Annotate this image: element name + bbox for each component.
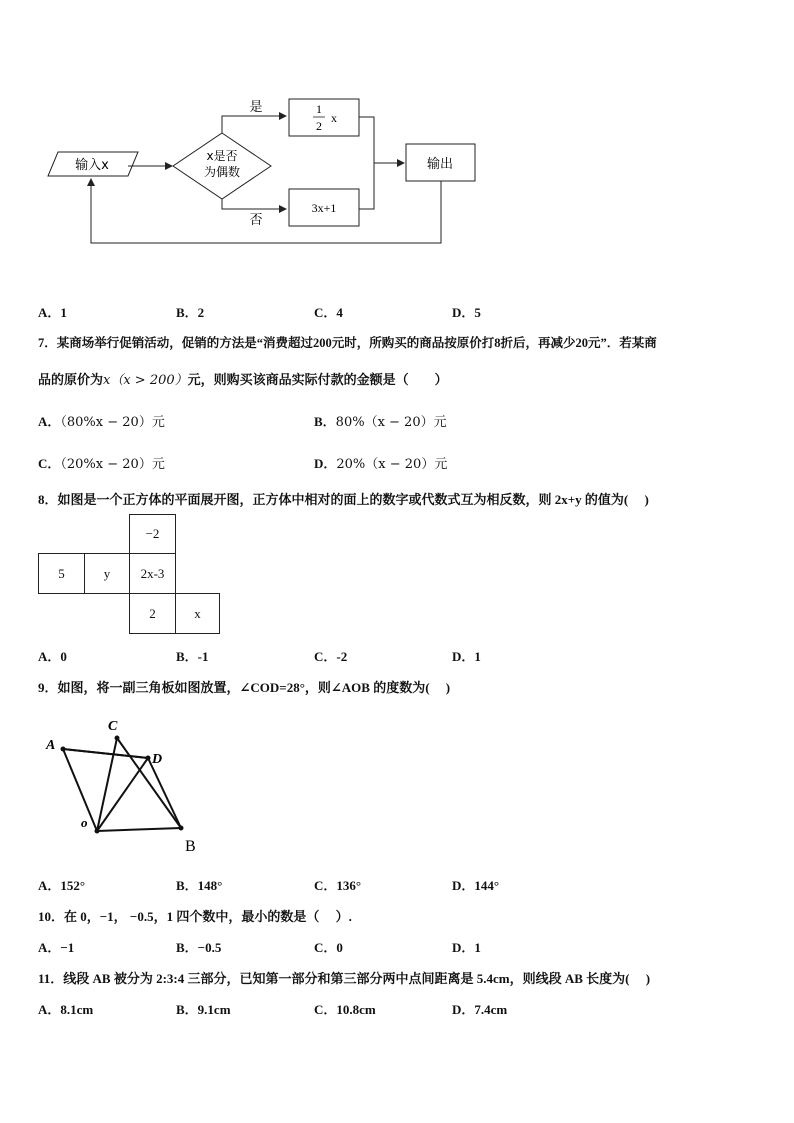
half-x-box: [289, 99, 359, 136]
svg-text:3x+1: 3x+1: [311, 201, 337, 215]
q6-option-d[interactable]: D．5: [452, 305, 481, 320]
q6-option-b[interactable]: B．2: [176, 305, 205, 320]
flowchart-diagram: [0, 0, 794, 260]
q9-option-d[interactable]: D．144°: [452, 878, 500, 893]
q7-option-c[interactable]: C．（20%x − 20）元: [38, 456, 165, 472]
point-label-d: D: [152, 752, 163, 767]
q11-option-c[interactable]: C．10.8cm: [314, 1002, 376, 1017]
q7-question-line1: 7．某商场举行促销活动，促销的方法是“消费超过200元时，所购买的商品按原价打8折后，再减少20元”．若某商: [38, 336, 657, 350]
q9-option-b[interactable]: B．148°: [176, 878, 223, 893]
q10-question: 10．在 0，−1， −0.5，1 四个数中，最小的数是（ ）.: [38, 909, 352, 924]
q10-option-a[interactable]: A．−1: [38, 940, 75, 955]
yes-label: 是: [249, 100, 263, 115]
net-cell-y: y: [84, 553, 130, 594]
triangle-figure: [30, 705, 230, 865]
q10-option-b[interactable]: B．−0.5: [176, 940, 222, 955]
q9-question: 9．如图，将一副三角板如图放置，∠COD=28°，则∠AOB 的度数为( ): [38, 680, 451, 695]
q8-option-b[interactable]: B．-1: [176, 649, 209, 664]
net-cell-5: 5: [38, 553, 85, 594]
point-label-a: A: [46, 738, 56, 753]
net-cell-2: 2: [129, 593, 176, 634]
decision-label-line1: x是否: [206, 149, 238, 163]
point-label-o: o: [81, 815, 88, 830]
point-label-c: C: [108, 719, 118, 734]
net-cell-x: x: [175, 593, 220, 634]
q11-option-d[interactable]: D．7.4cm: [452, 1002, 508, 1017]
point-label-b: B: [185, 838, 196, 855]
q8-option-a[interactable]: A．0: [38, 649, 67, 664]
q8-option-c[interactable]: C．-2: [314, 649, 348, 664]
no-label: 否: [249, 213, 263, 228]
q6-option-a[interactable]: A．1: [38, 305, 67, 320]
decision-label-line2: 为偶数: [203, 165, 241, 179]
q6-option-c[interactable]: C．4: [314, 305, 343, 320]
input-label: 输入x: [75, 158, 109, 173]
q10-option-d[interactable]: D．1: [452, 940, 481, 955]
q10-option-c[interactable]: C．0: [314, 940, 343, 955]
q11-option-a[interactable]: A．8.1cm: [38, 1002, 94, 1017]
q7-question-line2: 品的原价为x（x > 200）元，则购买该商品实际付款的金额是（ ）: [38, 372, 448, 388]
q11-option-b[interactable]: B．9.1cm: [176, 1002, 231, 1017]
net-cell-2x-3: 2x-3: [129, 553, 176, 594]
q8-question: 8．如图是一个正方体的平面展开图，正方体中相对的面上的数字或代数式互为相反数，则 2x+y 的值为( ): [38, 492, 649, 507]
svg-text:2: 2: [316, 119, 322, 133]
svg-text:1: 1: [316, 102, 322, 116]
svg-text:x: x: [331, 111, 337, 125]
net-cell-top: −2: [129, 514, 176, 554]
q9-option-a[interactable]: A．152°: [38, 878, 86, 893]
q11-question: 11．线段 AB 被分为 2:3:4 三部分，已知第一部分和第三部分两中点间距离是 5.4cm，则线段 AB 长度为( ): [38, 971, 651, 986]
q8-option-d[interactable]: D．1: [452, 649, 481, 664]
output-label: 输出: [426, 157, 454, 172]
q7-option-d[interactable]: D．20%（x − 20）元: [314, 456, 448, 472]
q7-option-a[interactable]: A．（80%x − 20）元: [38, 414, 165, 430]
q7-option-b[interactable]: B．80%（x − 20）元: [314, 414, 447, 430]
q9-option-c[interactable]: C．136°: [314, 878, 362, 893]
